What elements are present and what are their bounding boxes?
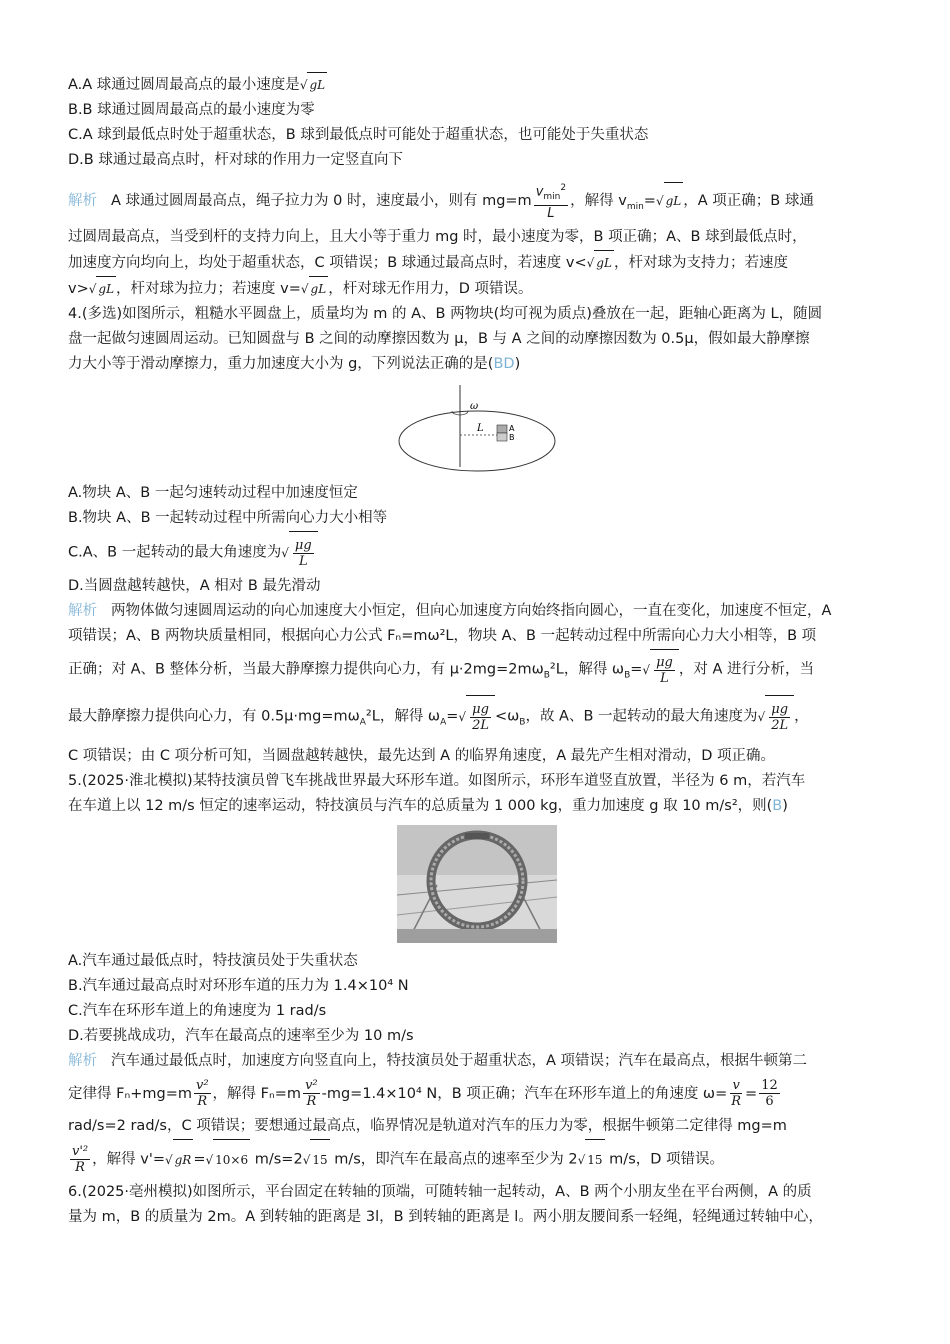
q5-stem-line-1: 5.(2025·淮北模拟)某特技演员曾飞车挑战世界最大环形车道。如图所示，环形车道竖直放置，半径为 6 m，若汽车 — [68, 772, 806, 789]
subscript: A — [359, 717, 366, 728]
text: = — [745, 1085, 758, 1102]
text: ，杆对球为支持力；若速度 — [613, 254, 788, 271]
frac-den: R — [197, 1094, 208, 1110]
q5-analysis-line-4 — [68, 1139, 886, 1180]
radical-sign: √ $\frac{\mu g}{L}$ — [281, 531, 317, 574]
text: ²L，解得 ω — [549, 661, 625, 678]
rotating-disk-figure — [397, 383, 557, 475]
text: v> — [68, 280, 89, 297]
frac-num: v — [732, 1078, 740, 1094]
frac-den: R — [731, 1094, 742, 1110]
radical-sign: √ 10×6 — [206, 1139, 251, 1180]
text: ， — [794, 708, 809, 725]
radical-sign: √ 15 — [578, 1139, 605, 1180]
radicand: 10×6 — [213, 1139, 250, 1180]
radicand: gL — [307, 72, 327, 98]
text: ，对 A 进行分析，当 — [678, 661, 814, 678]
subscript: B — [543, 670, 550, 681]
radical-sign: √ gL — [656, 182, 683, 219]
text: 定律得 Fₙ+mg=m — [68, 1085, 192, 1102]
q6-stem-line-2: 量为 m，B 的质量为 2m。A 到转轴的距离是 3l，B 到转轴的距离是 l。两小朋友腰间系一轻绳，轻绳通过转轴中心， — [68, 1208, 823, 1225]
radical-sign: √ gL — [89, 276, 116, 302]
text: ，解得 v'= — [92, 1151, 165, 1168]
q3-option-c: C.A 球到最低点时处于超重状态，B 球到最低点时可能处于超重状态，也可能处于失重状态 — [68, 127, 649, 143]
frac-num: μg — [656, 654, 673, 670]
q4-stem-line-3 — [68, 352, 886, 377]
radical-sign: √ gR — [165, 1139, 193, 1180]
radical-sign: √ $\frac{\mu g}{L}$ — [642, 649, 678, 690]
radical-sign: √ $\frac{\mu g}{2L}$ — [758, 695, 795, 738]
radical-sign: √ gL — [300, 72, 327, 98]
q4-analysis-line-1 — [68, 599, 886, 624]
block-b-label: B — [509, 432, 515, 442]
text: ，杆对球无作用力，D 项错误。 — [328, 280, 533, 297]
page-content — [68, 72, 886, 1230]
text: A 球通过圆周最高点，绳子拉力为 0 时，速度最小，则有 mg=m — [111, 192, 532, 209]
loop-track-photo — [397, 825, 557, 943]
text: 汽车通过最低点时，加速度方向竖直向上，特技演员处于超重状态，A 项错误；汽车在最高点，根据牛顿第二 — [111, 1052, 808, 1069]
text: 最大静摩擦力提供向心力，有 0.5μ·mg=mω — [68, 708, 360, 725]
q3-analysis-line-4 — [68, 276, 886, 302]
q3-analysis-line-2: 过圆周最高点，当受到杆的支持力向上，且大小等于重力 mg 时，最小速度为零，B 项正确；A、B 球到最低点时， — [68, 228, 807, 245]
text: = — [630, 661, 643, 678]
radical-sign: √ gL — [587, 250, 614, 276]
q3-option-a-text: A.A 球通过圆周最高点的最小速度是 — [68, 77, 300, 93]
q4-analysis-line-5: C 项错误；由 C 项分析可知，当圆盘越转越快，最先达到 A 的临界角速度，A 最先产生相对滑动，D 项正确。 — [68, 747, 776, 764]
q4-option-d: D.当圆盘越转越快，A 相对 B 最先滑动 — [68, 577, 321, 594]
answer-key: BD — [493, 355, 515, 372]
q3-option-b: B.B 球通过圆周最高点的最小速度为零 — [68, 102, 315, 118]
q4-analysis-line-3 — [68, 649, 886, 695]
text: 加速度方向均向上，均处于超重状态，C 项错误；B 球通过最高点时，若速度 v< — [68, 254, 587, 271]
q5-option-c: C.汽车在环形车道上的角速度为 1 rad/s — [68, 1002, 327, 1019]
answer-key: B — [772, 797, 783, 814]
q5-option-a: A.汽车通过最低点时，特技演员处于失重状态 — [68, 952, 358, 969]
text: m/s，即汽车在最高点的速率至少为 2 — [329, 1151, 578, 1168]
analysis-label: 解析 — [68, 192, 97, 209]
radicand: 15 — [310, 1139, 329, 1180]
frac-num: v — [535, 184, 544, 200]
q4-option-c — [68, 531, 886, 574]
q4-option-b: B.物块 A、B 一起转动过程中所需向心力大小相等 — [68, 509, 388, 526]
subscript: B — [624, 670, 631, 681]
q4-stem-line-2: 盘一起做匀速圆周运动。已知圆盘与 B 之间的动摩擦因数为 μ，B 与 A 之间的动摩擦因数为 0.5μ，假如最大静摩擦 — [68, 330, 810, 347]
text: C.A、B 一起转动的最大角速度为 — [68, 544, 282, 561]
frac-den: R — [306, 1094, 317, 1110]
frac-den: 2L — [771, 718, 789, 734]
radical-sign: √ gL — [301, 276, 328, 302]
q4-stem-line-1: 4.(多选)如图所示，粗糙水平圆盘上，质量均为 m 的 A、B 两物块(均可视为质点)叠放在一起，距轴心距离为 L，随圆 — [68, 305, 823, 322]
subscript: B — [519, 717, 526, 728]
frac-num: μg — [771, 702, 789, 718]
q5-analysis-line-3: rad/s=2 rad/s，C 项错误；要想通过最高点，临界情况是轨道对汽车的压力为零，根据牛顿第二定律得 mg=m — [68, 1117, 787, 1134]
radicand: gL — [309, 276, 329, 302]
subscript: min — [626, 201, 644, 212]
frac-num: μg — [294, 537, 312, 553]
analysis-label: 解析 — [68, 1052, 97, 1069]
q5-option-d: D.若要挑战成功，汽车在最高点的速率至少为 10 m/s — [68, 1027, 414, 1044]
q6-stem-line-1: 6.(2025·亳州模拟)如图所示，平台固定在转轴的顶端，可随转轴一起转动，A、B 两个小朋友坐在平台两侧，A 的质 — [68, 1183, 812, 1200]
analysis-label: 解析 — [68, 602, 97, 619]
frac-den: L — [298, 553, 308, 569]
radical-sign: √ 15 — [303, 1139, 330, 1180]
frac-num: v² — [305, 1078, 318, 1094]
text: = — [193, 1151, 206, 1168]
frac-num: v² — [195, 1078, 209, 1094]
subscript: A — [440, 717, 447, 728]
text: = — [643, 192, 656, 209]
block-a-label: A — [509, 423, 515, 433]
q3-analysis-line-3 — [68, 250, 886, 276]
radicand: gL — [664, 182, 684, 219]
text: ，解得 v — [570, 192, 627, 209]
text: ，故 A、B 一起转动的最大角速度为 — [525, 708, 758, 725]
q4-analysis-line-4 — [68, 695, 886, 743]
q3-analysis-line-1 — [68, 181, 886, 225]
text: ，解得 Fₙ=m — [212, 1085, 302, 1102]
text: ，A 项正确；B 球通 — [683, 192, 814, 209]
text: 正确；对 A、B 整体分析，当最大静摩擦力提供向心力，有 μ·2mg=2mω — [68, 661, 544, 678]
text: ) — [514, 355, 521, 372]
omega-label: ω — [470, 400, 479, 412]
q5-stem-line-2 — [68, 794, 886, 819]
text: 力大小等于滑动摩擦力，重力加速度大小为 g，下列说法正确的是( — [68, 355, 494, 372]
frac-den: L — [660, 670, 669, 686]
frac-den: 6 — [765, 1094, 774, 1110]
radicand: gL — [594, 250, 614, 276]
text: m/s=2 — [250, 1151, 303, 1168]
q3-option-d: D.B 球通过最高点时，杆对球的作用力一定竖直向下 — [68, 152, 403, 168]
frac-num: v'² — [72, 1143, 89, 1159]
text: ，杆对球为拉力；若速度 v= — [116, 280, 301, 297]
radicand: gL — [96, 276, 116, 302]
frac-num: μg — [472, 702, 489, 718]
radicand: gR — [173, 1139, 194, 1180]
frac-den: L — [547, 205, 555, 221]
text: ²L，解得 ω — [365, 708, 441, 725]
radical-sign: √ $\frac{\mu g}{2L}$ — [458, 695, 495, 738]
fraction: $\frac{v_{min}^2}{L}$ — [535, 183, 567, 221]
radicand: 15 — [585, 1139, 604, 1180]
q5-analysis-line-2 — [68, 1074, 886, 1114]
frac-sub: min — [543, 191, 561, 202]
text: = — [446, 708, 459, 725]
text: ) — [782, 797, 788, 814]
frac-num: 12 — [761, 1078, 778, 1094]
q5-analysis-line-1 — [68, 1049, 886, 1074]
text: -mg=1.4×10⁴ N，B 项正确；汽车在环形车道上的角速度 ω= — [321, 1085, 728, 1102]
q5-option-b: B.汽车通过最高点时对环形车道的压力为 1.4×10⁴ N — [68, 977, 409, 994]
frac-den: R — [75, 1159, 85, 1175]
text: 两物体做匀速圆周运动的向心加速度大小恒定，但向心加速度方向始终指向圆心，一直在变化，加速度不恒定，A — [111, 602, 832, 619]
text: <ω — [494, 708, 520, 725]
q4-option-a: A.物块 A、B 一起匀速转动过程中加速度恒定 — [68, 484, 358, 501]
text: 在车道上以 12 m/s 恒定的速率运动，特技演员与汽车的总质量为 1 000 kg，重力加速度 g 取 10 m/s²，则( — [68, 797, 773, 814]
q4-analysis-line-2: 项错误；A、B 两物块质量相同，根据向心力公式 Fₙ=mω²L，物块 A、B 一起转动过程中所需向心力大小相等，B 项 — [68, 627, 817, 644]
text: m/s，D 项错误。 — [604, 1151, 725, 1168]
frac-den: 2L — [472, 718, 489, 734]
distance-label: L — [477, 422, 484, 434]
q3-option-a — [68, 72, 886, 98]
